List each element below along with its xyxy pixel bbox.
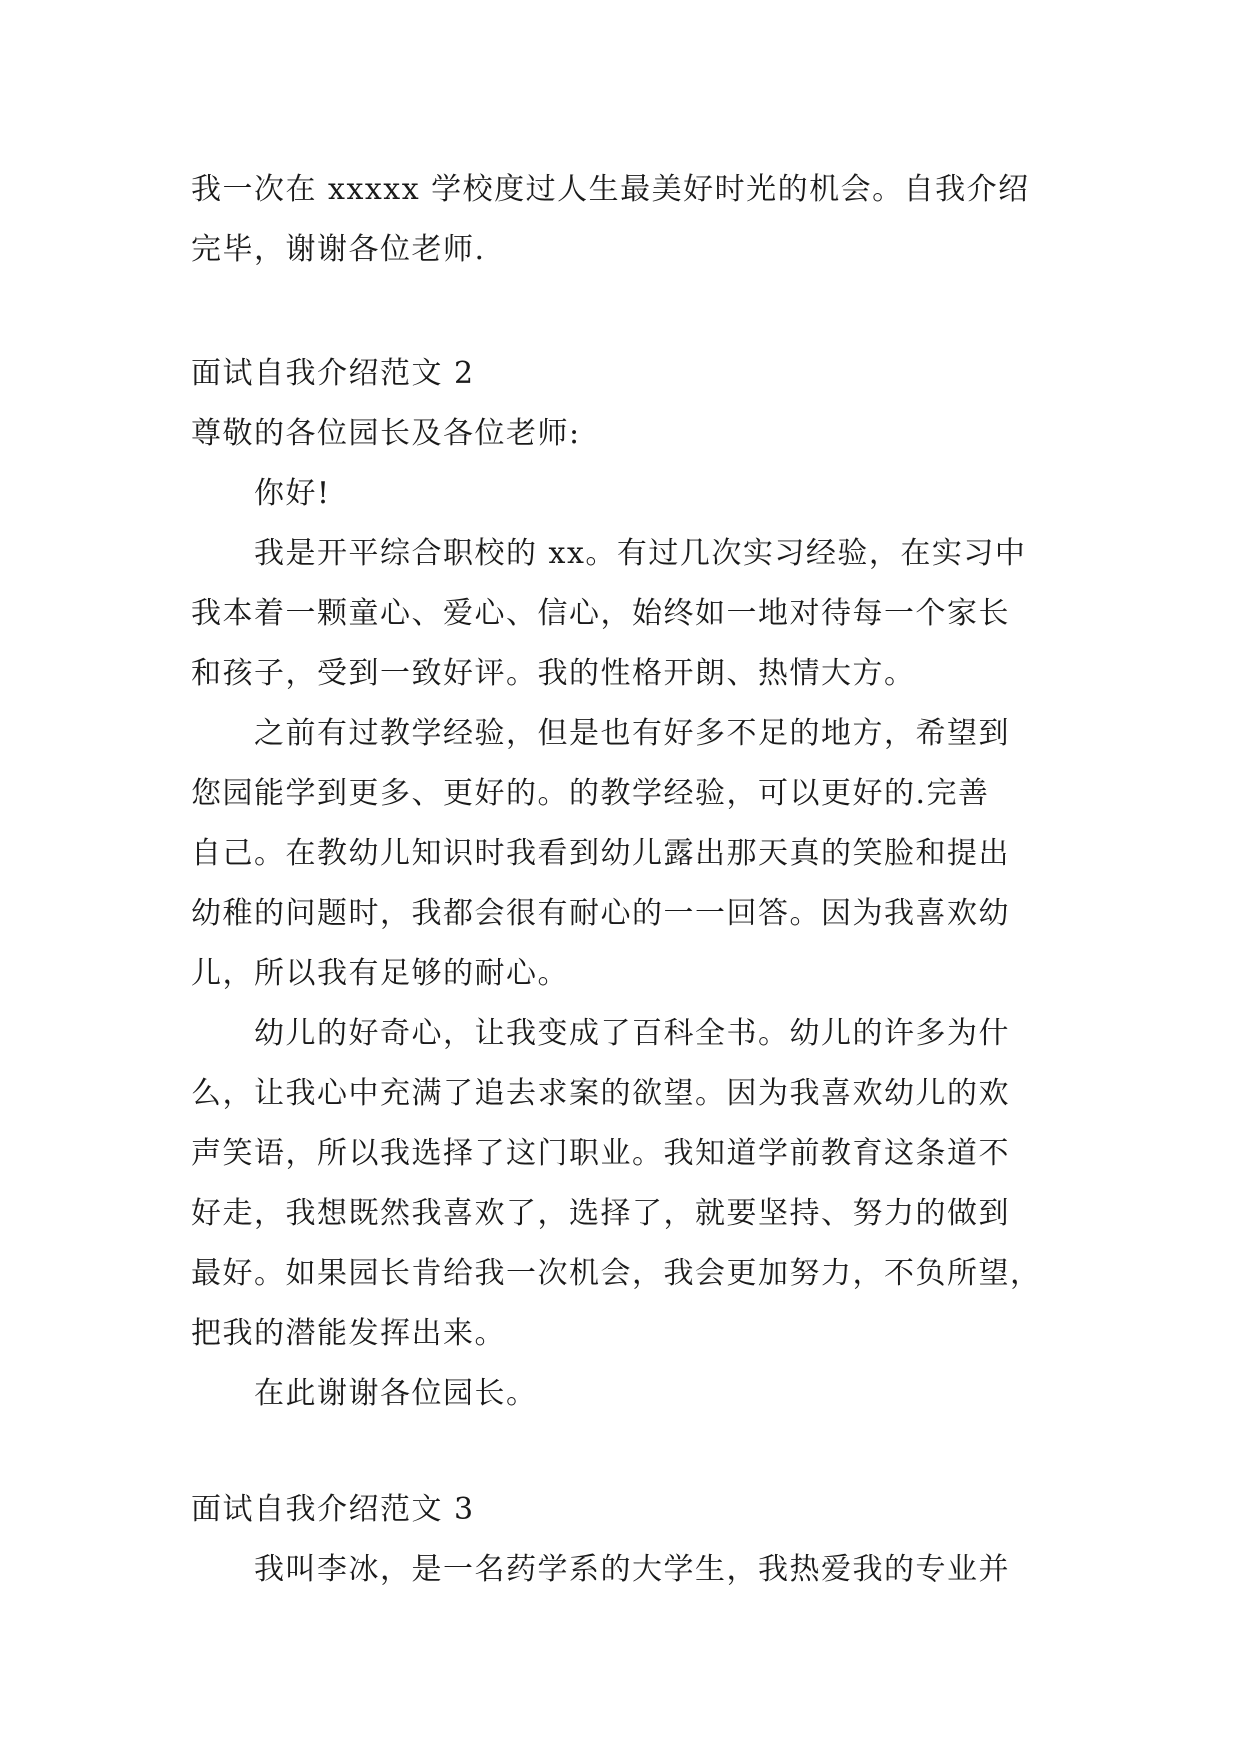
body-line: 我叫李冰，是一名药学系的大学生，我热爱我的专业并	[254, 1552, 1010, 1587]
body-line: 声笑语，所以我选择了这门职业。我知道学前教育这条道不	[191, 1136, 1010, 1171]
body-line: 完毕，谢谢各位老师.	[191, 232, 486, 267]
body-line: 之前有过教学经验，但是也有好多不足的地方，希望到	[254, 716, 1010, 751]
body-line: 自己。在教幼儿知识时我看到幼儿露出那天真的笑脸和提出	[191, 836, 1010, 871]
body-line: 我本着一颗童心、爱心、信心，始终如一地对待每一个家长	[191, 596, 1010, 631]
body-line: 幼儿的好奇心，让我变成了百科全书。幼儿的许多为什	[254, 1016, 1010, 1051]
salutation: 尊敬的各位园长及各位老师:	[191, 416, 581, 451]
body-line: 把我的潜能发挥出来。	[191, 1316, 506, 1351]
body-line: 您园能学到更多、更好的。的教学经验，可以更好的.完善	[191, 776, 990, 811]
body-line: 我是开平综合职校的 xx。有过几次实习经验，在实习中	[254, 536, 1027, 571]
body-line: 幼稚的问题时，我都会很有耐心的一一回答。因为我喜欢幼	[191, 896, 1010, 931]
section-title: 面试自我介绍范文 3	[191, 1492, 475, 1527]
body-line: 我一次在 xxxxx 学校度过人生最美好时光的机会。自我介绍	[191, 172, 1030, 207]
body-line: 好走，我想既然我喜欢了，选择了，就要坚持、努力的做到	[191, 1196, 1010, 1231]
section-gap	[191, 280, 1051, 344]
body-line: 儿，所以我有足够的耐心。	[191, 956, 569, 991]
section-gap	[191, 1424, 1051, 1480]
document-body	[191, 160, 1051, 1600]
greeting: 你好!	[254, 476, 331, 511]
body-line: 和孩子，受到一致好评。我的性格开朗、热情大方。	[191, 656, 916, 691]
body-line: 最好。如果园长肯给我一次机会，我会更加努力，不负所望，	[191, 1256, 1042, 1291]
body-line: 么，让我心中充满了追去求案的欲望。因为我喜欢幼儿的欢	[191, 1076, 1010, 1111]
closing-line: 在此谢谢各位园长。	[254, 1376, 538, 1411]
section-title: 面试自我介绍范文 2	[191, 356, 475, 391]
